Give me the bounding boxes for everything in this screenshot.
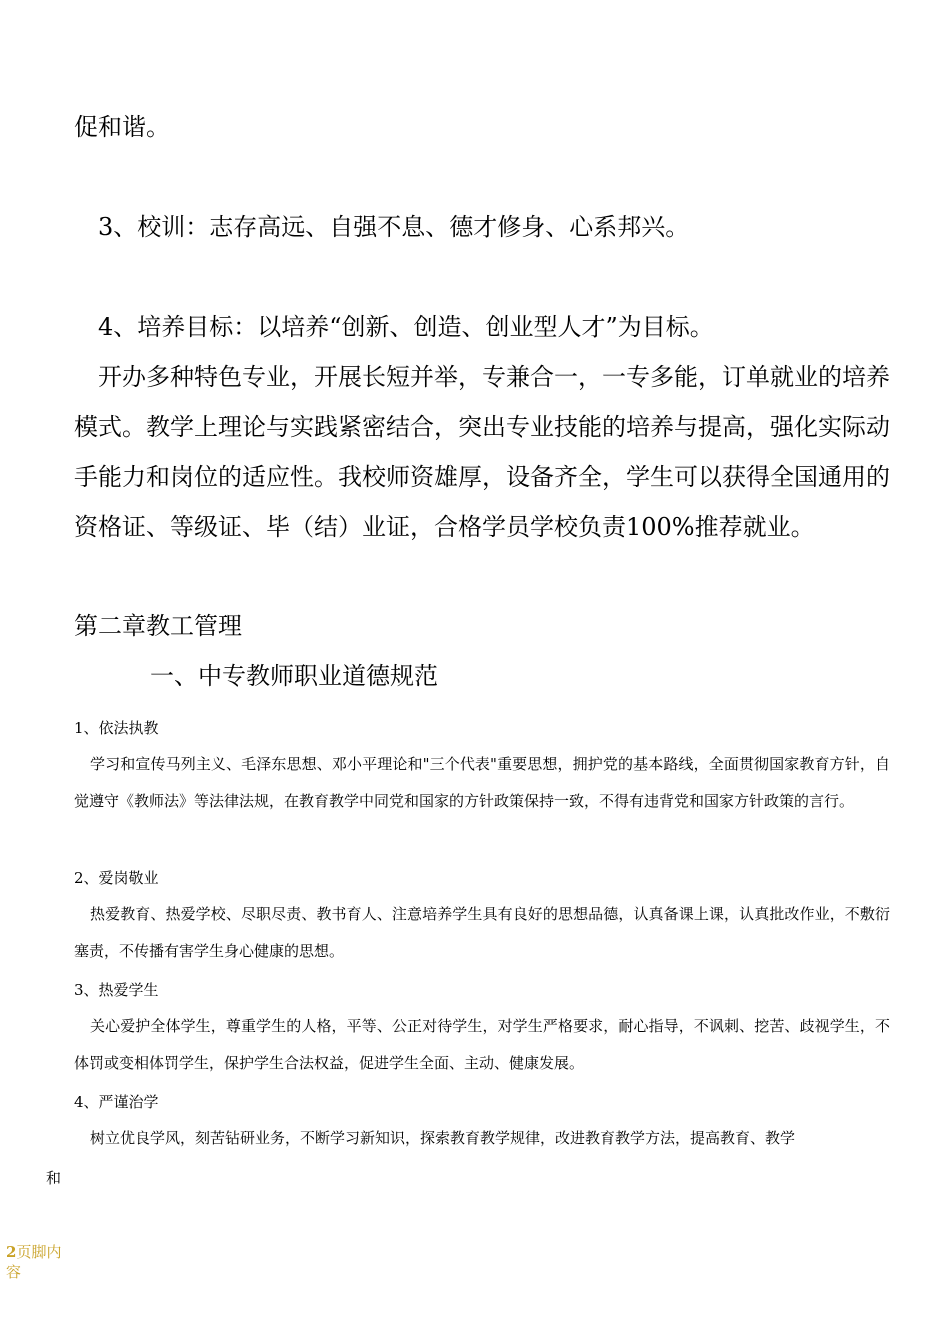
item-body-3: 关心爱护全体学生，尊重学生的人格，平等、公正对待学生，对学生严格要求，耐心指导，不讽刺、挖苦、歧视学生，不体罚或变相体罚学生，保护学生合法权益，促进学生全面、主动、健康发展。 bbox=[74, 1017, 890, 1072]
chapter-title: 第二章教工管理 bbox=[74, 612, 242, 640]
footer-label: 页脚内容 bbox=[6, 1243, 62, 1281]
school-motto: 3、校训：志存高远、自强不息、德才修身、心系邦兴。 bbox=[98, 213, 690, 241]
section-title: 一、中专教师职业道德规范 bbox=[150, 662, 438, 690]
footer-page-number: 2 bbox=[6, 1243, 17, 1261]
page-footer bbox=[6, 1242, 66, 1282]
item-body-2: 热爱教育、热爱学校、尽职尽责、教书育人、注意培养学生具有良好的思想品德，认真备课上课，认真批改作业，不敷衍塞责，不传播有害学生身心健康的思想。 bbox=[74, 905, 890, 960]
item-body-4: 树立优良学风，刻苦钻研业务，不断学习新知识，探索教育教学规律，改进教育教学方法，提高教育、教学 bbox=[90, 1129, 796, 1147]
item-title-1: 1、依法执教 bbox=[74, 719, 159, 737]
item-title-2: 2、爱岗敬业 bbox=[74, 869, 159, 887]
item-title-3: 3、热爱学生 bbox=[74, 981, 159, 999]
text-line-harmony: 促和谐。 bbox=[74, 113, 170, 141]
item-body-1: 学习和宣传马列主义、毛泽东思想、邓小平理论和"三个代表"重要思想，拥护党的基本路线，全面贯彻国家教育方针，自觉遵守《教师法》等法律法规，在教育教学中同党和国家的方针政策保持一致，不得有违背党和国家方针政策的言行。 bbox=[74, 755, 890, 810]
training-goal-paragraph: 开办多种特色专业，开展长短并举，专兼合一，一专多能，订单就业的培养模式。教学上理论与实践紧密结合，突出专业技能的培养与提高，强化实际动手能力和岗位的适应性。我校师资雄厚，设备齐全，学生可以获得全国通用的资格证、等级证、毕（结）业证，合格学员学校负责100%推荐就业。 bbox=[74, 363, 890, 541]
item-title-4: 4、严谨治学 bbox=[74, 1093, 159, 1111]
item-body-4-tail: 和 bbox=[46, 1169, 62, 1187]
training-goal: 4、培养目标：以培养“创新、创造、创业型人才”为目标。 bbox=[98, 313, 714, 341]
